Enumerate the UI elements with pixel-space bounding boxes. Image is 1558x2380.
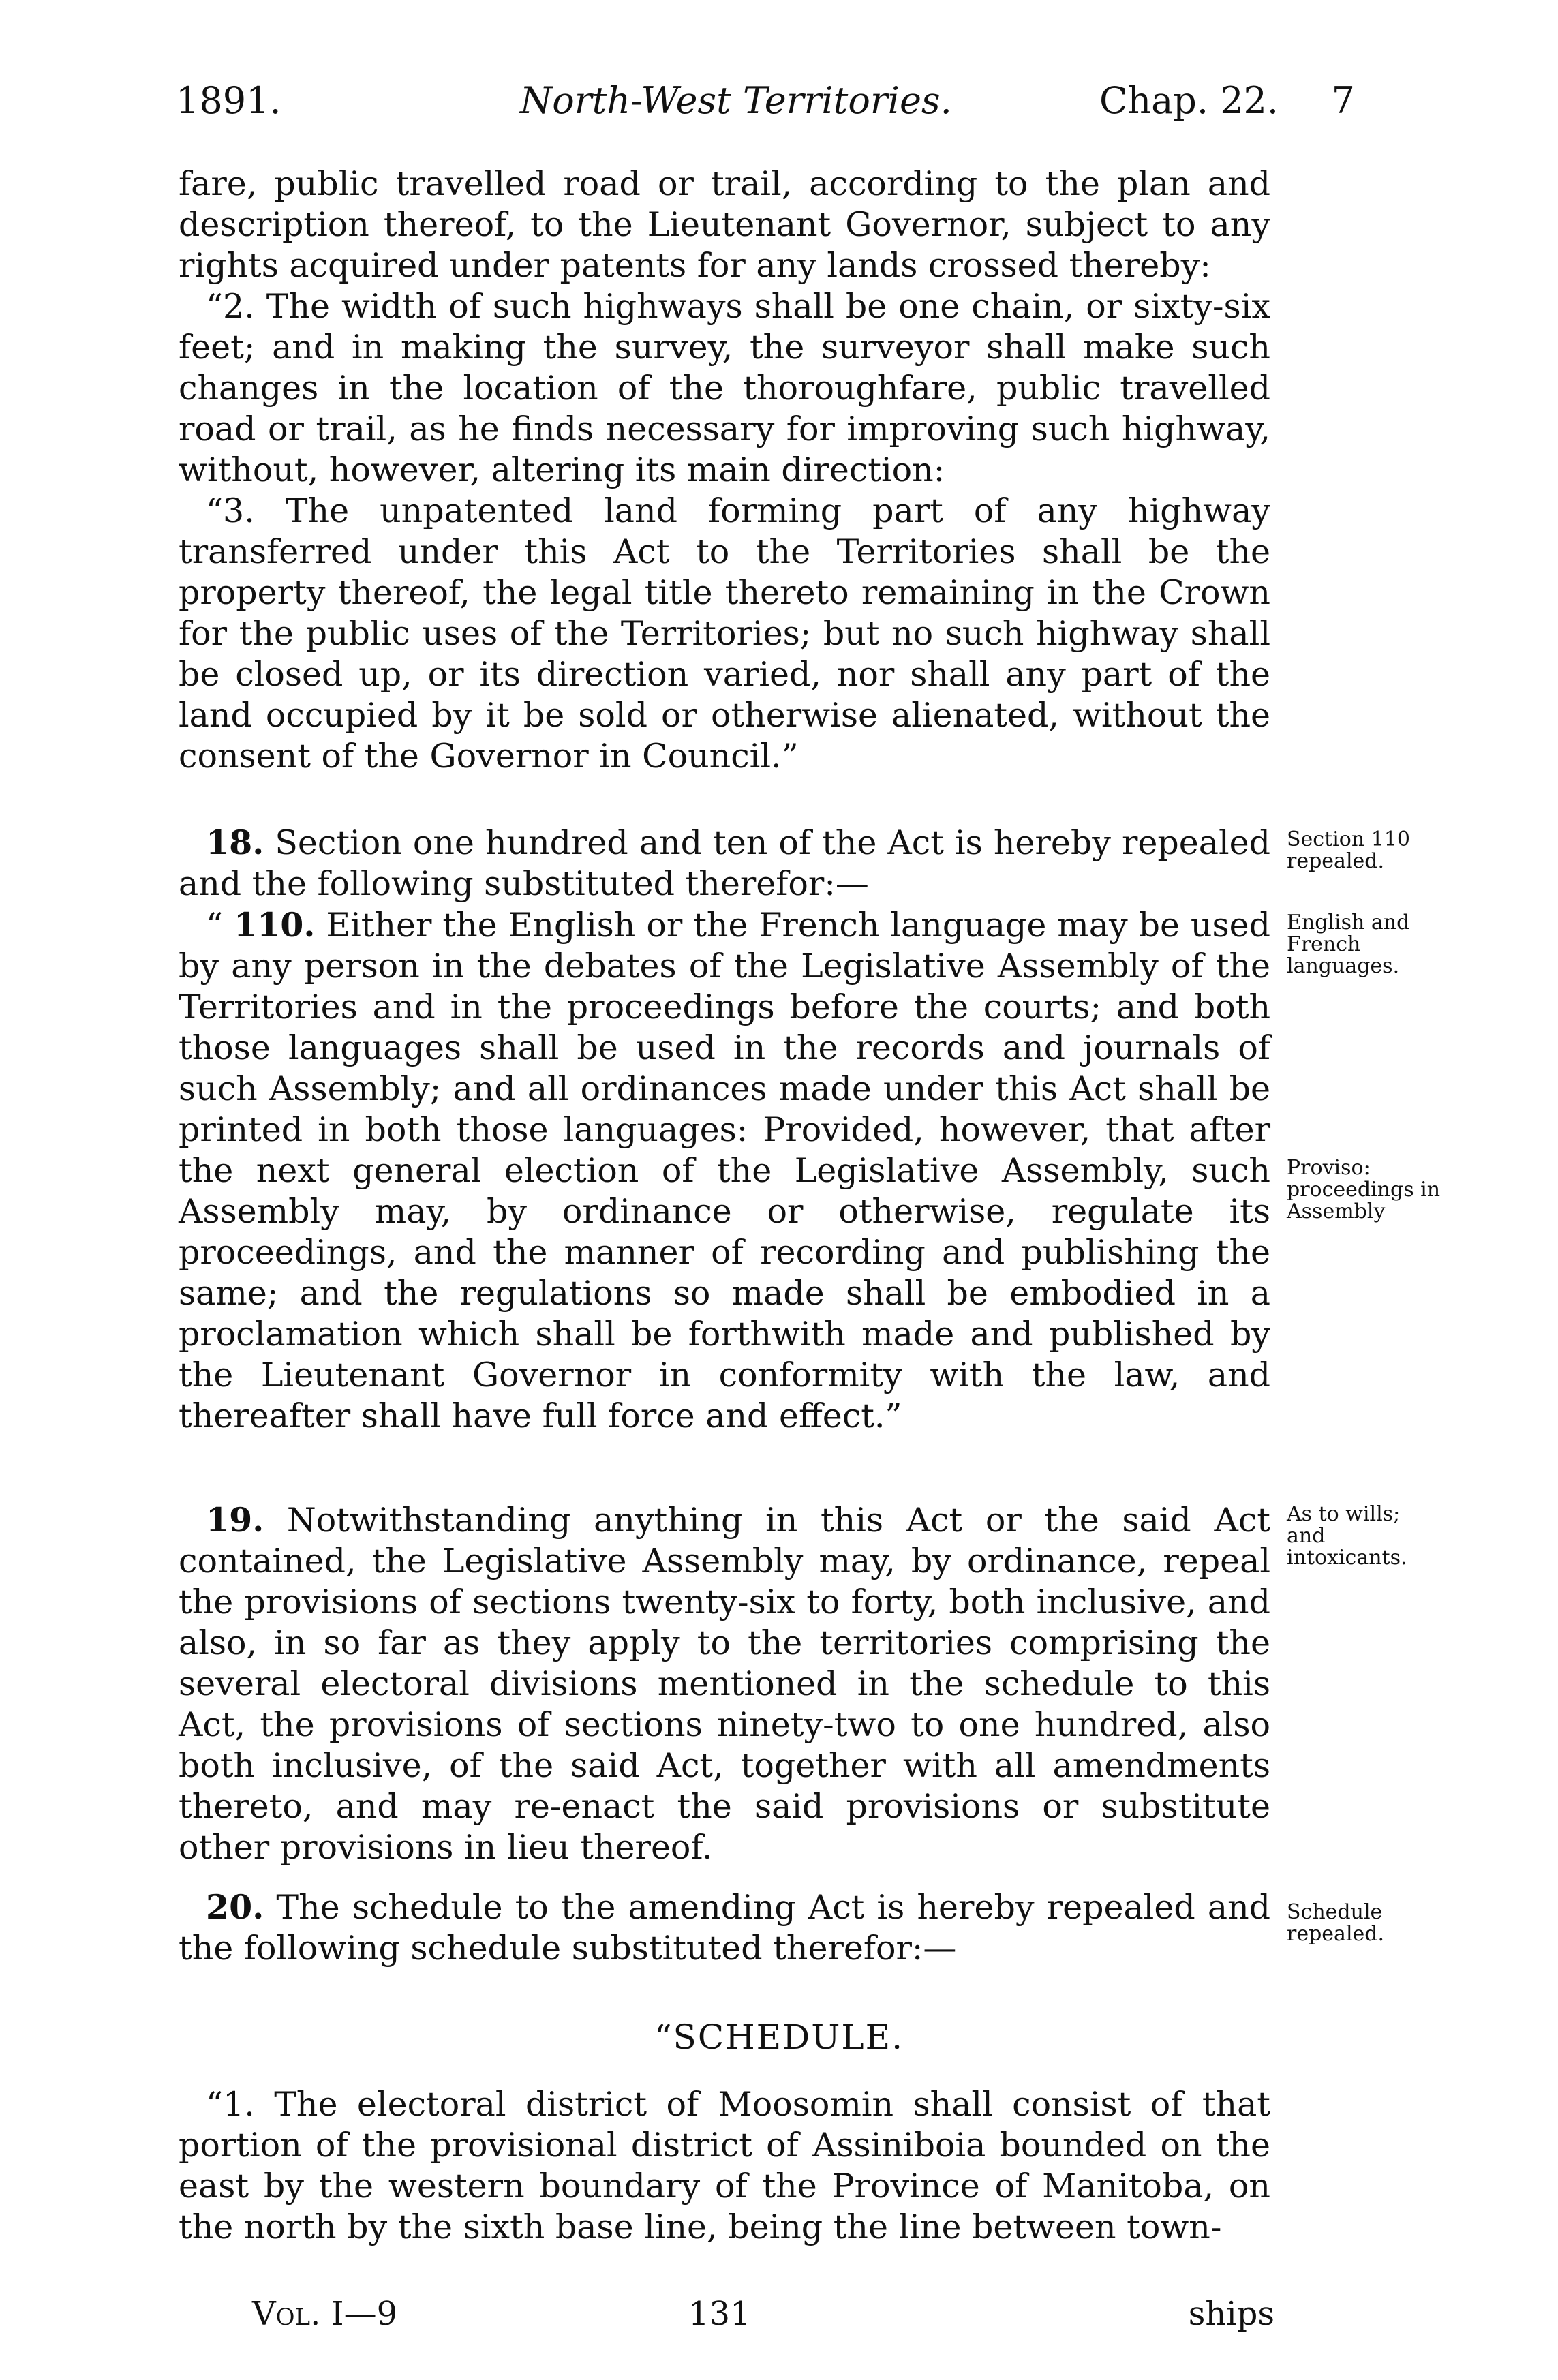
section-18-text: 18. Section one hundred and ten of the Act is hereby repealed and the following substituted therefor:— — [179, 823, 1270, 903]
margin-note: As to wills; and intoxicants. — [1287, 1502, 1407, 1570]
running-header — [176, 74, 1355, 128]
margin-note: Proviso: proceedings in Assembly — [1287, 1156, 1441, 1223]
section-19-text: 19. Notwithstanding anything in this Act or the said Act contained, the Legislative Assembly may, by ordinance, repeal the provisions of sections twenty-six to forty, both inclusive, and also, in so far as they apply to the territories comprising the several electoral divisions mentioned in the schedule to this Act, the provisions of sections ninety-two to one hundred, also both inclusive, of the said Act, together with all amendments thereto, and may re-enact the said provisions or substitute other provisions in lieu thereof. — [179, 1500, 1270, 1867]
footer-catchword: ships — [1188, 2295, 1274, 2333]
header-chapter: Chap. 22. — [1099, 79, 1279, 122]
paragraph: “3. The unpatented land forming part of any highway transferred under this Act to the Territories shall be the property thereof, the legal title thereto remaining in the Crown for the public uses of the Territories; but no such highway shall be closed up, or its direction varied, nor shall any part of the land occupied by it be sold or otherwise alienated, without the consent of the Governor in Council.” — [179, 491, 1270, 776]
page-footer — [252, 2290, 1274, 2338]
footer-volume: Vol. I—9 — [252, 2295, 398, 2333]
section-number: 18. — [206, 823, 264, 862]
section-110-text: “ 110. Either the English or the French language may be used by any person in the debates of the Legislative Assembly of the Territories and in the proceedings before the courts; and both those languages shall be used in the records and journals of such Assembly; and all ordinances made under this Act shall be printed in both those languages: Provided, however, that after the next general election of the Legislative Assembly, such Assembly may, by ordinance or otherwise, regulate its proceedings, and the manner of recording and publishing the same; and the regulations so made shall be embodied in a proclamation which shall be forthwith made and published by the Lieutenant Governor in conformity with the law, and thereafter shall have full force and effect.” — [179, 905, 1271, 1435]
paragraph: “2. The width of such highways shall be one chain, or sixty-six feet; and in making the survey, the surveyor shall make such changes in the location of the thoroughfare, public travelled road or trail, as he finds necessary for improving such highway, without, however, altering its main direction: — [179, 287, 1270, 489]
margin-note: Section 110 repealed. — [1287, 827, 1410, 873]
section-number: 110. — [234, 905, 316, 945]
continued-section-text — [179, 164, 1270, 777]
paragraph: “1. The electoral district of Moosomin shall consist of that portion of the provisional district of Assiniboia bounded on the east by the western boundary of the Province of Manitoba, on the north by the sixth base line, being the line between town- — [179, 2085, 1270, 2246]
schedule-text — [179, 2084, 1270, 2248]
section-number: 20. — [206, 1887, 264, 1927]
section-19 — [179, 1499, 1270, 1868]
margin-note: Schedule repealed. — [1287, 1900, 1385, 1946]
margin-note: English and French languages. — [1287, 911, 1410, 978]
schedule-heading: “SCHEDULE. — [654, 2017, 904, 2057]
footer-page: 131 — [688, 2295, 751, 2333]
section-number: 19. — [206, 1500, 264, 1540]
header-year: 1891. — [176, 79, 281, 122]
section-18 — [179, 822, 1270, 1437]
header-page-number: 7 — [1331, 79, 1355, 122]
header-title: North-West Territories. — [520, 79, 952, 122]
section-20-text: 20. The schedule to the amending Act is hereby repealed and the following schedule substituted therefor:— — [179, 1887, 1270, 1968]
section-20 — [179, 1887, 1270, 1969]
paragraph: fare, public travelled road or trail, according to the plan and description thereof, to the Lieutenant Governor, subject to any rights acquired under patents for any lands crossed thereby: — [179, 164, 1270, 285]
